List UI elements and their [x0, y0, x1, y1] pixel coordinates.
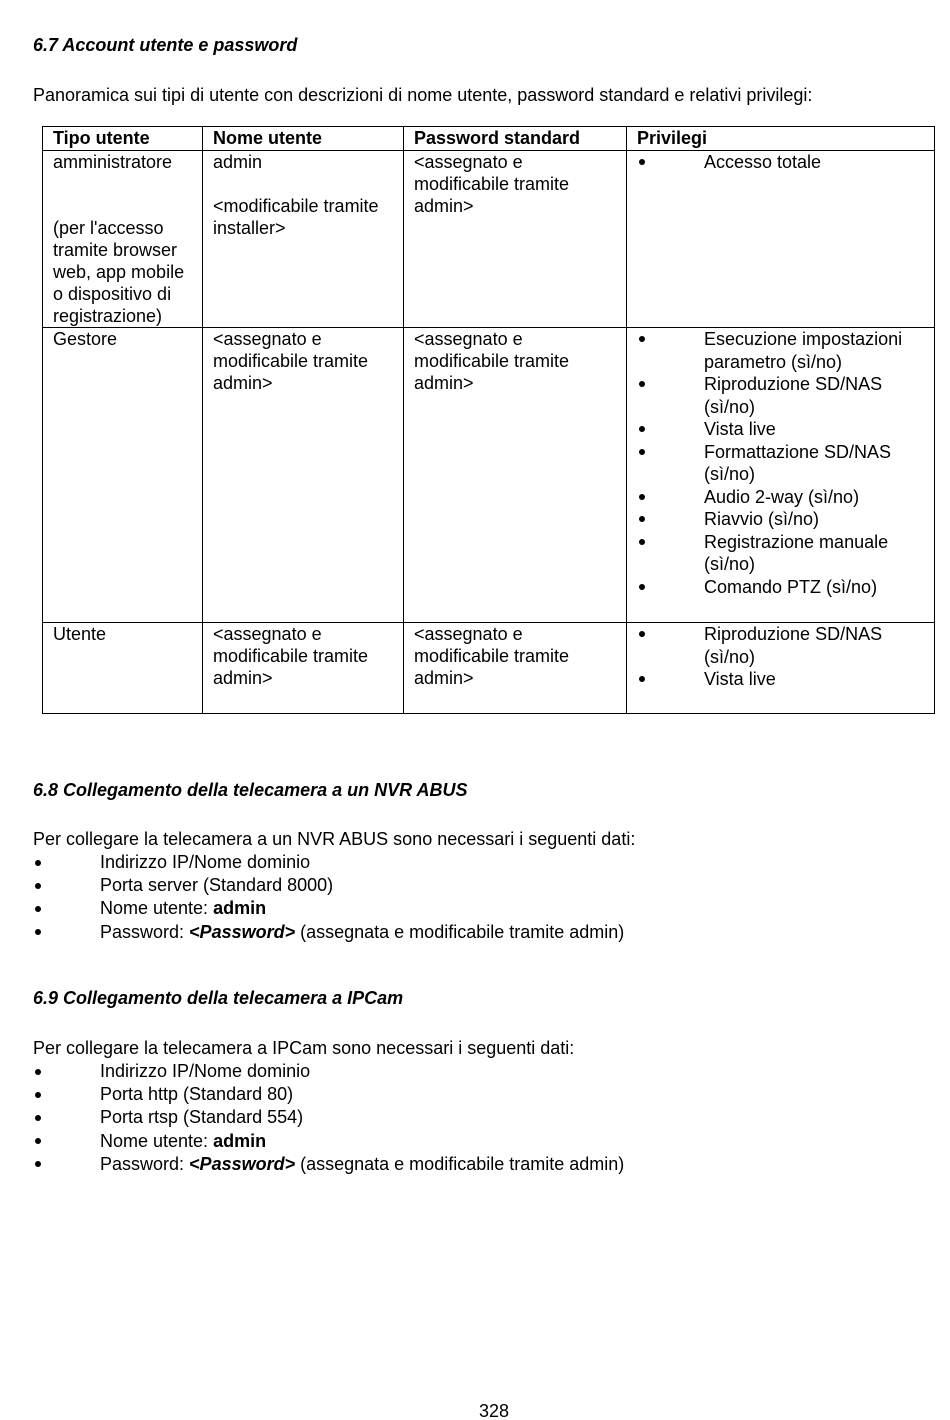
- section-heading-6-9: 6.9 Collegamento della telecamera a IPCam: [33, 988, 404, 1008]
- bullet-icon: [639, 494, 645, 500]
- table-row: [43, 623, 935, 714]
- privilege-item: Vista live: [637, 418, 924, 441]
- cell-tipo-utente: [43, 328, 203, 623]
- cell-privilegi: [627, 328, 935, 623]
- cell-line: <assegnato e: [414, 152, 523, 172]
- privilege-item: Registrazione manuale (sì/no): [637, 531, 924, 576]
- bullet-icon: [639, 631, 645, 637]
- bullet-icon: [639, 449, 645, 455]
- cell-line: tramite browser: [53, 240, 178, 260]
- bullet-icon: [35, 883, 41, 889]
- account-table: [42, 126, 935, 714]
- cell-line: (per l'accesso: [53, 218, 164, 238]
- bullet-icon: [35, 860, 41, 866]
- list-item: Password: <Password> (assegnata e modificabile tramite admin): [33, 921, 624, 944]
- cell-password-standard: [404, 328, 627, 623]
- cell-line: admin>: [213, 668, 273, 688]
- cell-line: <assegnato e: [213, 329, 322, 349]
- header-password-standard: Password standard: [404, 127, 627, 151]
- cell-line: modificabile tramite: [213, 351, 369, 371]
- bullet-icon: [35, 1115, 41, 1121]
- list-item: Porta http (Standard 80): [33, 1083, 624, 1106]
- privilege-item: Audio 2-way (sì/no): [637, 486, 924, 509]
- cell-nome-utente: [203, 328, 404, 623]
- list-item: Porta server (Standard 8000): [33, 874, 624, 897]
- cell-line: web, app mobile: [53, 262, 185, 282]
- section-heading-6-7: 6.7 Account utente e password: [33, 35, 298, 55]
- cell-line: admin>: [213, 373, 273, 393]
- section-intro-6-7: Panoramica sui tipi di utente con descrizioni di nome utente, password standard e relativi privilegi:: [33, 85, 813, 105]
- cell-privilegi: [627, 623, 935, 714]
- cell-nome-utente: [203, 623, 404, 714]
- bullet-icon: [639, 676, 645, 682]
- header-tipo-utente: Tipo utente: [43, 127, 203, 151]
- cell-line: <modificabile tramite: [213, 196, 379, 216]
- list-item: Indirizzo IP/Nome dominio: [33, 851, 624, 874]
- bullet-icon: [35, 1161, 41, 1167]
- cell-line: admin>: [414, 373, 474, 393]
- table-header-row: [43, 127, 935, 151]
- cell-line: <assegnato e: [414, 329, 523, 349]
- cell-password-standard: [404, 623, 627, 714]
- section-intro-6-9: Per collegare la telecamera a IPCam sono necessari i seguenti dati:: [33, 1038, 575, 1058]
- cell-password-standard: [404, 151, 627, 328]
- cell-line: Utente: [53, 624, 107, 644]
- cell-line: amministratore: [53, 152, 173, 172]
- privilege-item: Riproduzione SD/NAS (sì/no): [637, 623, 924, 668]
- header-privilegi: Privilegi: [627, 127, 935, 151]
- privilege-item: Accesso totale: [637, 151, 924, 173]
- bullet-icon: [639, 584, 645, 590]
- bullet-icon: [639, 426, 645, 432]
- privilege-item: Vista live: [637, 668, 924, 691]
- cell-line: admin>: [414, 196, 474, 216]
- section-heading-6-8: 6.8 Collegamento della telecamera a un NVR ABUS: [33, 780, 468, 800]
- cell-line: modificabile tramite: [414, 174, 570, 194]
- cell-line: <assegnato e: [414, 624, 523, 644]
- cell-tipo-utente: [43, 151, 203, 328]
- list-item: Indirizzo IP/Nome dominio: [33, 1060, 624, 1083]
- ipcam-data-list: [33, 1060, 624, 1176]
- cell-nome-utente: [203, 151, 404, 328]
- nvr-data-list: [33, 851, 624, 944]
- bullet-icon: [35, 906, 41, 912]
- privilege-item: Esecuzione impostazioni parametro (sì/no): [637, 328, 924, 373]
- cell-line: Gestore: [53, 329, 118, 349]
- table-row: [43, 328, 935, 623]
- bullet-icon: [639, 336, 645, 342]
- bullet-icon: [639, 539, 645, 545]
- privilege-item: Comando PTZ (sì/no): [637, 576, 924, 599]
- privilege-item: Riavvio (sì/no): [637, 508, 924, 531]
- list-item: Nome utente: admin: [33, 1130, 624, 1153]
- cell-line: o dispositivo di: [53, 284, 172, 304]
- cell-line: installer>: [213, 218, 286, 238]
- cell-line: registrazione): [53, 306, 163, 326]
- list-item: Porta rtsp (Standard 554): [33, 1106, 624, 1129]
- section-intro-6-8: Per collegare la telecamera a un NVR ABUS sono necessari i seguenti dati:: [33, 829, 636, 849]
- list-item: Password: <Password> (assegnata e modificabile tramite admin): [33, 1153, 624, 1176]
- privilege-item: Riproduzione SD/NAS (sì/no): [637, 373, 924, 418]
- bullet-icon: [639, 381, 645, 387]
- page-number: 328: [478, 1401, 510, 1420]
- privilege-item: Formattazione SD/NAS (sì/no): [637, 441, 924, 486]
- cell-line: <assegnato e: [213, 624, 322, 644]
- cell-line: modificabile tramite: [414, 646, 570, 666]
- cell-tipo-utente: [43, 623, 203, 714]
- bullet-icon: [35, 929, 41, 935]
- bullet-icon: [35, 1138, 41, 1144]
- list-item: Nome utente: admin: [33, 897, 624, 920]
- header-nome-utente: Nome utente: [203, 127, 404, 151]
- cell-line: modificabile tramite: [414, 351, 570, 371]
- cell-line: modificabile tramite: [213, 646, 369, 666]
- cell-privilegi: [627, 151, 935, 328]
- bullet-icon: [35, 1092, 41, 1098]
- cell-line: admin>: [414, 668, 474, 688]
- cell-line: admin: [213, 152, 263, 172]
- table-row: [43, 151, 935, 328]
- bullet-icon: [639, 516, 645, 522]
- bullet-icon: [639, 159, 645, 165]
- bullet-icon: [35, 1069, 41, 1075]
